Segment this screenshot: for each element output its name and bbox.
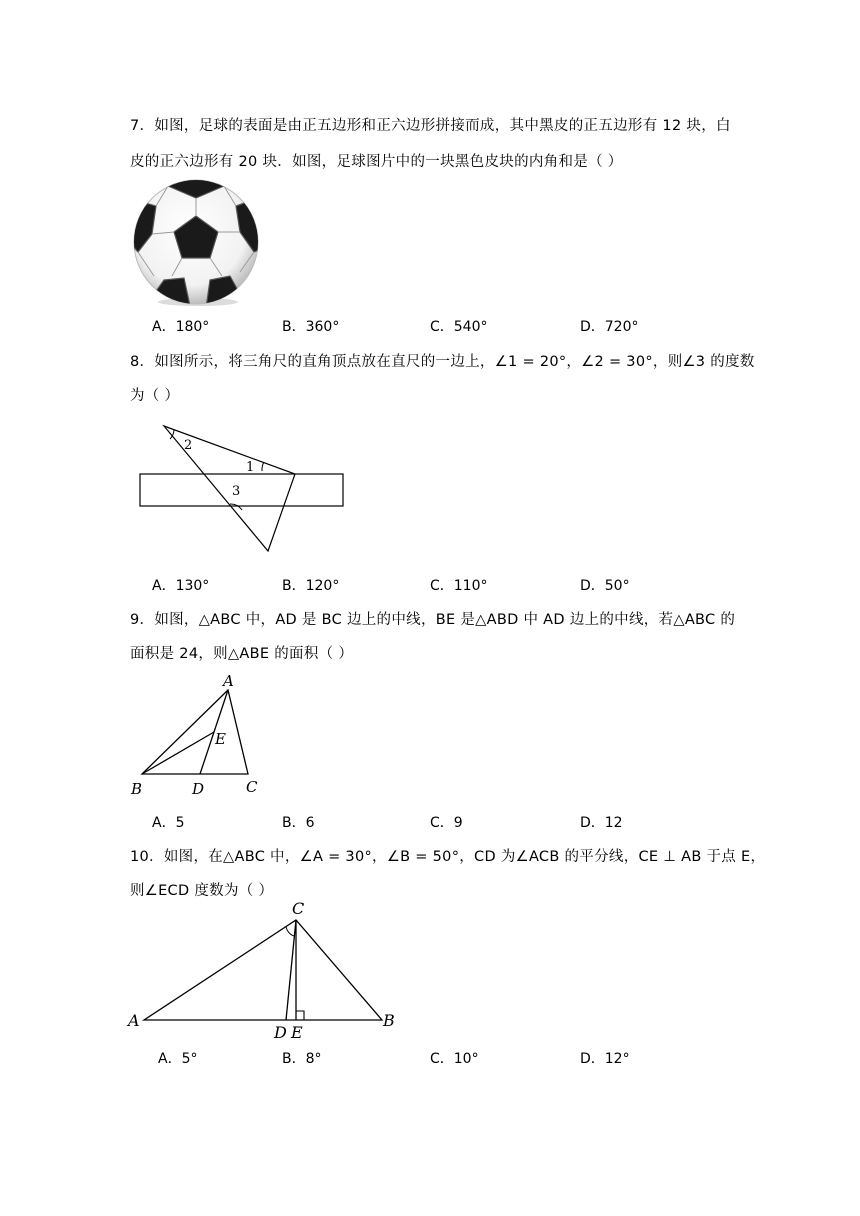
point-a-label: A: [223, 672, 234, 690]
angle-2-label: 2: [184, 438, 193, 453]
point-c-label: C: [246, 778, 258, 796]
q8-text-line2: 为（ ）: [130, 388, 180, 404]
q8-option-a[interactable]: A．130°: [152, 578, 210, 594]
q9-option-b[interactable]: B．6: [282, 815, 315, 831]
point-c-label: C: [292, 900, 305, 918]
q8-option-b[interactable]: B．120°: [282, 578, 340, 594]
angle-1-label: 1: [246, 460, 255, 475]
q10-figure-triangle-abc: [126, 900, 406, 1046]
soccer-ball-image: [128, 176, 264, 308]
point-e-label: E: [215, 730, 226, 748]
q8-figure-ruler-triangle: [130, 418, 360, 558]
q8-option-d[interactable]: D．50°: [580, 578, 630, 594]
q9-text-line1: 9．如图，△ABC 中，AD 是 BC 边上的中线，BE 是△ABD 中 AD 边上的中线，若△ABC 的: [130, 612, 736, 628]
point-d-label: D: [192, 780, 205, 798]
ruler: [140, 474, 343, 506]
point-b-label: B: [131, 780, 143, 798]
point-b-label: B: [383, 1011, 395, 1030]
q9-text-line2: 面积是 24，则△ABE 的面积（ ）: [130, 646, 354, 662]
q10-option-d[interactable]: D．12°: [580, 1051, 630, 1067]
q10-text-line2: 则∠ECD 度数为（ ）: [130, 883, 274, 899]
q10-text-line1: 10．如图，在△ABC 中，∠A = 30°，∠B = 50°，CD 为∠ACB 的平分线，CE ⊥ AB 于点 E，: [130, 849, 766, 865]
q9-option-d[interactable]: D．12: [580, 815, 623, 831]
q10-option-b[interactable]: B．8°: [282, 1051, 322, 1067]
q7-option-a[interactable]: A．180°: [152, 319, 210, 335]
q10-option-c[interactable]: C．10°: [430, 1051, 479, 1067]
q7-text-line1: 7．如图，足球的表面是由正五边形和正六边形拼接而成，其中黑皮的正五边形有 12 块，白: [130, 118, 731, 134]
q7-option-c[interactable]: C．540°: [430, 319, 488, 335]
q7-option-d[interactable]: D．720°: [580, 319, 639, 335]
q8-option-c[interactable]: C．110°: [430, 578, 488, 594]
angle-3-label: 3: [232, 484, 241, 499]
point-a-label: A: [128, 1011, 140, 1030]
q8-text-line1: 8．如图所示，将三角尺的直角顶点放在直尺的一边上，∠1 = 20°，∠2 = 30°，则∠3 的度数: [130, 354, 755, 370]
point-d-label: D: [274, 1023, 287, 1042]
point-e-label: E: [291, 1023, 303, 1042]
q10-option-a[interactable]: A．5°: [158, 1051, 198, 1067]
q9-figure-triangle-abc: [128, 670, 268, 800]
q9-option-c[interactable]: C．9: [430, 815, 463, 831]
q9-option-a[interactable]: A．5: [152, 815, 185, 831]
q7-text-line2: 皮的正六边形有 20 块．如图，足球图片中的一块黑色皮块的内角和是（ ）: [130, 154, 623, 170]
q7-option-b[interactable]: B．360°: [282, 319, 340, 335]
